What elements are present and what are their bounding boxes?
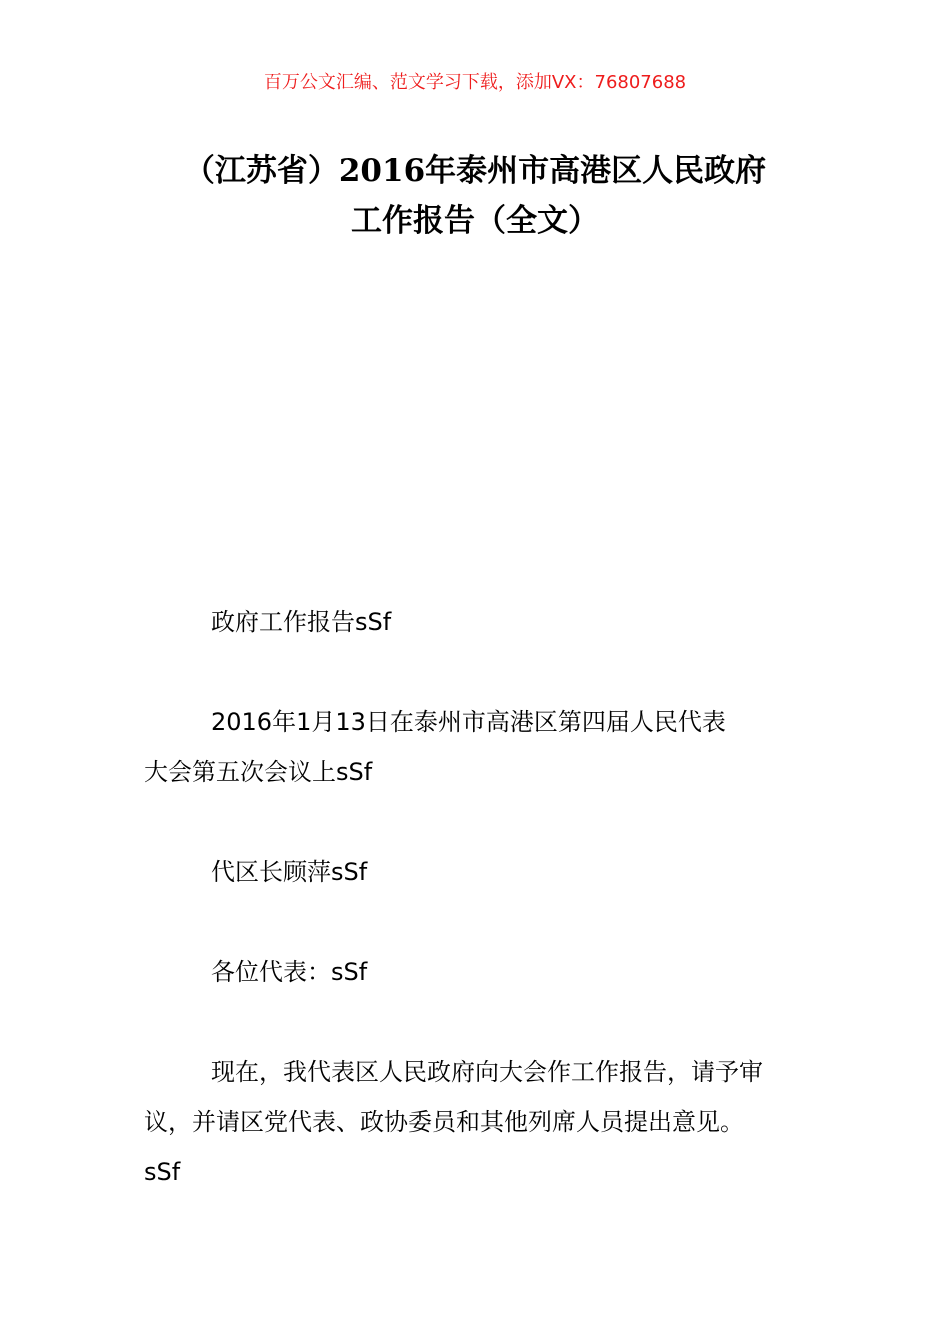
paragraph-speaker [144,847,824,897]
paragraph-line: 议，并请区党代表、政协委员和其他列席人员提出意见。 [144,1108,744,1136]
paragraph-line: sSf [144,1158,181,1186]
paragraph-salutation [144,947,824,997]
paragraph-line: 政府工作报告sSf [211,608,392,636]
paragraph-line: 2016年1月13日在泰州市高港区第四届人民代表 [211,708,726,736]
paragraph-line: 大会第五次会议上sSf [144,758,373,786]
title-line-1: （江苏省）2016年泰州市高港区人民政府 [183,153,767,189]
document-title [0,146,950,246]
paragraph-line: 各位代表：sSf [211,958,368,986]
header-note: 百万公文汇编、范文学习下载，添加VX：76807688 [263,72,687,93]
paragraph-opening [144,1047,824,1197]
title-line-2: 工作报告（全文） [351,203,599,239]
document-body [144,597,824,1247]
paragraph-line: 代区长顾萍sSf [211,858,368,886]
paragraph-date-venue [144,697,824,797]
paragraph-report-label [144,597,824,647]
paragraph-line: 现在，我代表区人民政府向大会作工作报告，请予审 [211,1058,763,1086]
